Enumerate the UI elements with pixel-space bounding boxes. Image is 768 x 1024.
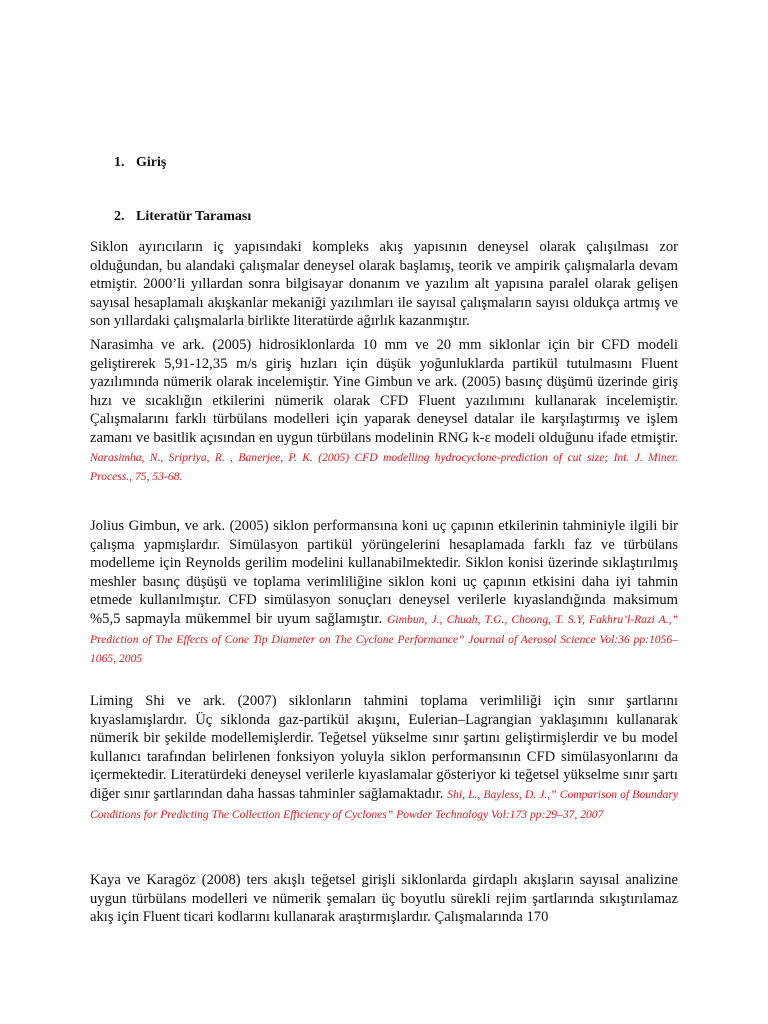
paragraph-text: Narasimha ve ark. (2005) hidrosiklonlarda 10 mm ve 20 mm siklonlar için bir CFD modeli geliştirerek 5,91-12,35 m/s giriş hızları için düşük yoğunluklarda partikül tutulmasını Fluent yazılımında nümerik olarak incelemiştir. Yine Gimbun ve ark. (2005) basınç düşümü üzerinde giriş hızı ve sıcaklığın etkilerini nümerik olarak CFD Fluent yazılımını kullanarak incelemiştir. Çalışmalarını farklı türbülans modelleri için yaparak deneysel datalar ile karşılaştırmış ve işlem zamanı ve basitlik açısından en uygun türbülans modelinin RNG k-ε modeli olduğunu ifade etmiştir. xyxy=(90,337,678,446)
paragraph-shi xyxy=(90,692,678,824)
section-heading-literatur xyxy=(114,208,251,226)
citation: Gimbun, J., Chuah, T.G., Choong, T. S.Y, Fakhru’l-Razi A.,” Prediction of The Effects of Cone Tip Diameter on The Cyclone Performance” Journal of Aerosol Science Vol:36 pp:1056–1065, 2005 xyxy=(90,612,678,666)
section-title: Literatür Taraması xyxy=(136,209,252,224)
paragraph-narasimha xyxy=(90,336,678,487)
paragraph-text: Liming Shi ve ark. (2007) siklonların tahmini toplama verimliliği için sınır şartlarını kıyaslamışlardır. Üç siklonda gaz-partikül akışını, Eulerian–Lagrangian yaklaşımını kullanarak nümerik bir şekilde modellemişlerdir. Teğetsel yükselme sınır şartını geliştirmişlerdir ve bu model kullanıcı tarafından belirlenen fonksiyon yoluyla siklon performansının CFD simülasyonlarını da içermektedir. Literatürdeki deneysel verilerle kıyaslamalar gösteriyor ki teğetsel yükselme sınır şartı diğer sınır şartlarından daha hassas tahminler sağlamaktadır. xyxy=(90,693,678,802)
paragraph-text: Kaya ve Karagöz (2008) ters akışlı teğetsel girişli siklonlarda girdaplı akışların sayısal analizine uygun türbülans modelleri ve nümerik şemaları üç boyutlu sürekli rejim şartlarında sıkıştırılamaz akış için Fluent ticari kodlarını kullanarak araştırmışlardır. Çalışmalarında 170 xyxy=(90,872,678,926)
citation: Shi, L., Bayless, D. J.,” Comparison of Boundary Conditions for Predicting The Collection Efficiency of Cyclones” Powder Technology Vol:173 pp:29–37, 2007 xyxy=(90,787,678,821)
paragraph-intro xyxy=(90,238,678,331)
paragraph-kaya xyxy=(90,871,678,927)
section-number: 1. xyxy=(114,155,125,170)
paragraph-text: Jolius Gimbun, ve ark. (2005) siklon performansına koni uç çapının etkilerinin tahminiyle ilgili bir çalışma yapmışlardır. Simülasyon partikül yörüngelerini hesaplamada farklı faz ve türbülans modelleme için Reynolds gerilim modelini kullanabilmektedir. Siklon konisi üzerinde sıklaştırılmış meshler basınç düşüşü ve toplama verimliliğine siklon koni uç çapının etkisini daha iyi tahmin etmede kullanılmıştır. CFD simülasyon sonuçları deneysel verilerle kıyaslandığında maksimum %5,5 sapmayla mükemmel bir uyum sağlamıştır. xyxy=(90,518,678,627)
section-number: 2. xyxy=(114,209,125,224)
section-heading-giris xyxy=(114,154,166,172)
paragraph-gimbun xyxy=(90,517,678,669)
section-title: Giriş xyxy=(136,155,167,170)
citation: Narasimha, N., Sripriya, R. , Banerjee, P. K. (2005) CFD modelling hydrocyclone-prediction of cut size; Int. J. Miner. Process., 75, 53-68. xyxy=(90,450,678,484)
paragraph-text: Siklon ayırıcıların iç yapısındaki kompleks akış yapısının deneysel olarak çalışılması zor olduğundan, bu alandaki çalışmalar deneysel olarak başlamış, teorik ve ampirik çalışmalarla devam etmiştir. 2000’li yıllardan sonra bilgisayar donanım ve yazılım alt yapısına paralel olarak gelişen sayısal hesaplamalı akışkanlar mekaniği yazılımları ile sayısal çalışmaların sayısı oldukça artmış ve son yıllardaki çalışmalarla birlikte literatürde ağırlık kazanmıştır. xyxy=(90,239,678,330)
